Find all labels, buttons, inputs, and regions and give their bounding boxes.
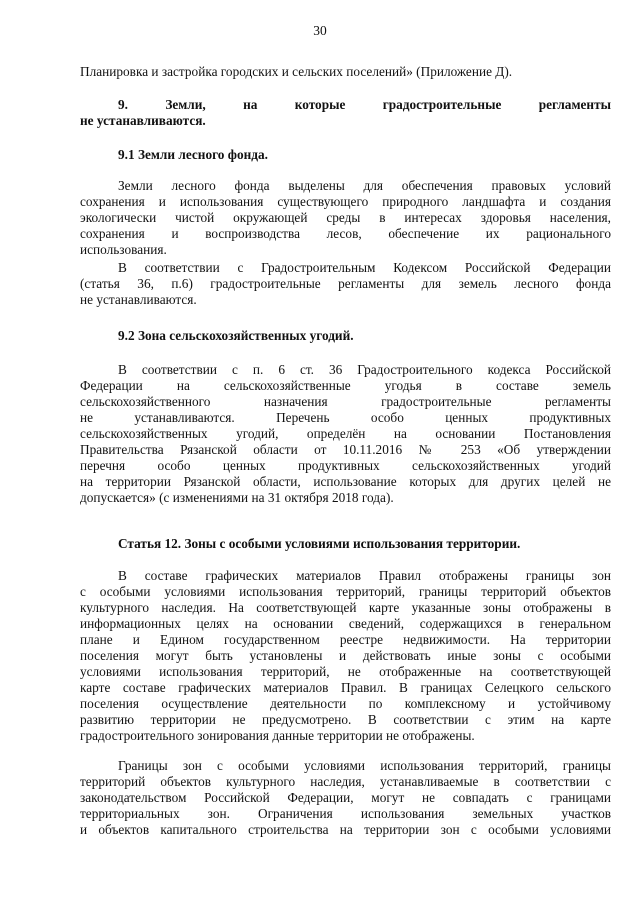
article-12-heading: Статья 12. Зоны с особыми условиями использования территории.: [118, 536, 521, 551]
text-line: не устанавливаются. Перечень особо ценных продуктивных: [80, 410, 611, 425]
section-9-1-paragraph-1: [80, 178, 611, 258]
intro-line: [80, 64, 611, 80]
text-line: В соответствии с Градостроительным Кодексом Российской Федерации: [118, 260, 611, 275]
text-line: и объектов капитального строительства на территории зон с особыми условиями: [80, 822, 611, 837]
text-line: не устанавливаются.: [80, 292, 197, 307]
text-line: В соответствии с п. 6 ст. 36 Градостроительного кодекса Российской: [118, 362, 611, 377]
text-line: поселения осуществление деятельности по комплексному и устойчивому: [80, 696, 611, 711]
text-line: плане и Едином государственном реестре недвижимости. На территории: [80, 632, 611, 647]
text-line: культурного наследия. На соответствующей карте указанные зоны отображены в: [80, 600, 611, 615]
text-line: сельскохозяйственных угодий, определён на основании Постановления: [80, 426, 611, 441]
text-line: информационных целях на основании сведений, содержащихся в генеральном: [80, 616, 611, 631]
text-line: карте составе графических материалов Правил. В границах Селецкого сельского: [80, 680, 611, 695]
article-12-paragraph-2: [80, 758, 611, 838]
text-line: использования.: [80, 242, 167, 257]
text-line: на территории Рязанской области, использование которых для других целей не: [80, 474, 611, 489]
text-line: сохранения и воспроизводства лесов, обеспечение их рационального: [80, 226, 611, 241]
text-line: условиями использования территорий, не отображенные на соответствующей: [80, 664, 611, 679]
article-12-paragraph-1: [80, 568, 611, 744]
text-line: В составе графических материалов Правил отображены границы зон: [118, 568, 611, 583]
page-number: 30: [313, 23, 327, 38]
text-line: допускается» (с изменениями на 31 октября 2018 года).: [80, 490, 394, 505]
text-line: территорий объектов культурного наследия, устанавливаемые в соответствии с: [80, 774, 611, 789]
text-line: (статья 36, п.6) градостроительные регламенты для земель лесного фонда: [80, 276, 611, 291]
text-line: территориальных зон. Ограничения использования земельных участков: [80, 806, 611, 821]
text-line: Границы зон с особыми условиями использования территорий, границы: [118, 758, 611, 773]
text-line: перечня особо ценных продуктивных сельскохозяйственных угодий: [80, 458, 611, 473]
section-9-heading: [80, 97, 611, 129]
intro-text: Планировка и застройка городских и сельских поселений» (Приложение Д).: [80, 64, 513, 79]
text-line: с особыми условиями использования территорий, границы территорий объектов: [80, 584, 611, 599]
text-line: Земли лесного фонда выделены для обеспечения правовых условий: [118, 178, 611, 193]
text-line: сохранения и использования существующего природного ландшафта и создания: [80, 194, 611, 209]
section-9-heading-line-2: не устанавливаются.: [80, 113, 206, 128]
section-9-2-paragraph: [80, 362, 611, 506]
section-9-1-heading: 9.1 Земли лесного фонда.: [118, 147, 268, 162]
text-line: поселения могут быть установлены и действовать иные зоны с особыми: [80, 648, 611, 663]
text-line: сельскохозяйственного назначения градостроительные регламенты: [80, 394, 611, 409]
text-line: развитию территории не предусмотрено. В соответствии с этим на карте: [80, 712, 611, 727]
text-line: Федерации на сельскохозяйственные угодья в составе земель: [80, 378, 611, 393]
section-9-1-paragraph-2: [80, 260, 611, 308]
section-9-2-heading: 9.2 Зона сельскохозяйственных угодий.: [118, 328, 354, 343]
text-line: законодательством Российской Федерации, могут не совпадать с границами: [80, 790, 611, 805]
text-line: экологически чистой окружающей среды в интересах здоровья населения,: [80, 210, 611, 225]
section-9-heading-line-1: 9. Земли, на которые градостроительные регламенты: [118, 97, 611, 112]
text-line: градостроительного зонирования данные территории не отображены.: [80, 728, 475, 743]
text-line: Правительства Рязанской области от 10.11.2016 № 253 «Об утверждении: [80, 442, 611, 457]
